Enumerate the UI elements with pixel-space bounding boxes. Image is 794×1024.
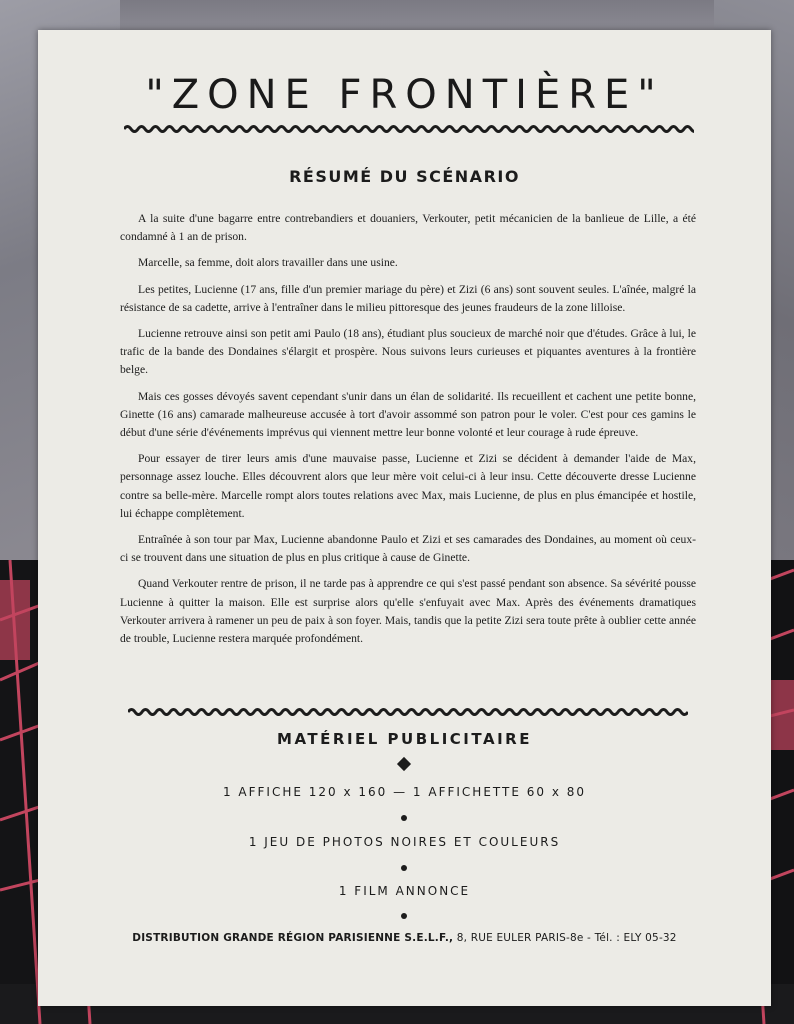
wavy-divider-middle xyxy=(128,706,688,718)
section-title: MATÉRIEL PUBLICITAIRE xyxy=(277,730,532,748)
synopsis-text xyxy=(120,210,696,656)
promo-item: 1 JEU DE PHOTOS NOIRES ET COULEURS xyxy=(248,835,561,849)
footer-address: 8, RUE EULER PARIS-8e - Tél. : ELY 05-32 xyxy=(453,932,677,944)
synopsis-paragraph: Les petites, Lucienne (17 ans, fille d'un premier mariage du père) et Zizi (6 ans) sont souvent seules. L'aînée, malgré la résistance de sa cadette, arrive à l'entraîner dans le milieu pittoresque des jeunes fraudeurs de la zone lilloise. xyxy=(120,282,696,314)
bullet-dot xyxy=(401,865,407,871)
synopsis-paragraph: Lucienne retrouve ainsi son petit ami Paulo (18 ans), étudiant plus soucieux de marché noir que d'études. Grâce à lui, le trafic de la bande des Dondaines s'élargit et prospère. Nous suivons leurs curieuses et piquantes aventures à la frontière belge. xyxy=(120,327,696,377)
bullet-dot xyxy=(401,913,407,919)
document-title: "ZONE FRONTIÈRE" xyxy=(145,72,664,118)
footer xyxy=(38,932,771,944)
promo-item: 1 FILM ANNONCE xyxy=(338,884,471,898)
footer-distributor: DISTRIBUTION GRANDE RÉGION PARISIENNE S.E.L.F., xyxy=(132,932,454,944)
synopsis-paragraph: Quand Verkouter rentre de prison, il ne tarde pas à apprendre ce qui s'est passé pendant son absence. Sa sévérité pousse Lucienne à quitter la maison. Elle est surprise alors qu'elle s'enfuyait avec Max. Après des événements dramatiques Verkouter arrivera à ramener un peu de paix à son foyer. Mais, tandis que la petite Zizi sera toute prête à oublier cette année de trouble, Lucienne restera marquée profondément. xyxy=(120,577,696,646)
synopsis-paragraph: A la suite d'une bagarre entre contrebandiers et douaniers, Verkouter, petit mécanicien de la banlieue de Lille, a été condamné à 1 an de prison. xyxy=(120,212,696,244)
document-sheet xyxy=(38,30,771,1006)
synopsis-paragraph: Mais ces gosses dévoyés savent cependant s'unir dans un élan de solidarité. Ils recueillent et cachent une petite bonne, Ginette (16 ans) camarade malheureuse accusée à tort d'avoir assommé son patron pour le voler. C'est pour ces gamins le début d'une série d'événements imprévus qui viennent mettre leur bonne volonté et leur courage à rude épreuve. xyxy=(120,389,696,440)
document-subtitle: RÉSUMÉ DU SCÉNARIO xyxy=(289,167,520,186)
diamond-ornament xyxy=(397,757,411,771)
bullet-dot xyxy=(401,815,407,821)
synopsis-paragraph: Marcelle, sa femme, doit alors travailler dans une usine. xyxy=(138,256,398,270)
promo-item: 1 AFFICHE 120 x 160 — 1 AFFICHETTE 60 x 80 xyxy=(222,785,587,799)
synopsis-paragraph: Entraînée à son tour par Max, Lucienne abandonne Paulo et Zizi et ses camarades des Dondaines, au moment où ceux-ci se trouvent dans une situation de plus en plus critique à cause de Ginette. xyxy=(120,533,696,565)
synopsis-paragraph: Pour essayer de tirer leurs amis d'une mauvaise passe, Lucienne et Zizi se décident à demander l'aide de Max, personnage assez louche. Elles découvrent alors que leur mère voit celui-ci à leur insu. Cette découverte dresse Lucienne contre sa belle-mère. Marcelle rompt alors toutes relations avec Max, mais Lucienne, de plus en plus émancipée et hostile, lui échappe complètement. xyxy=(120,452,696,520)
wavy-divider-top xyxy=(124,123,694,135)
